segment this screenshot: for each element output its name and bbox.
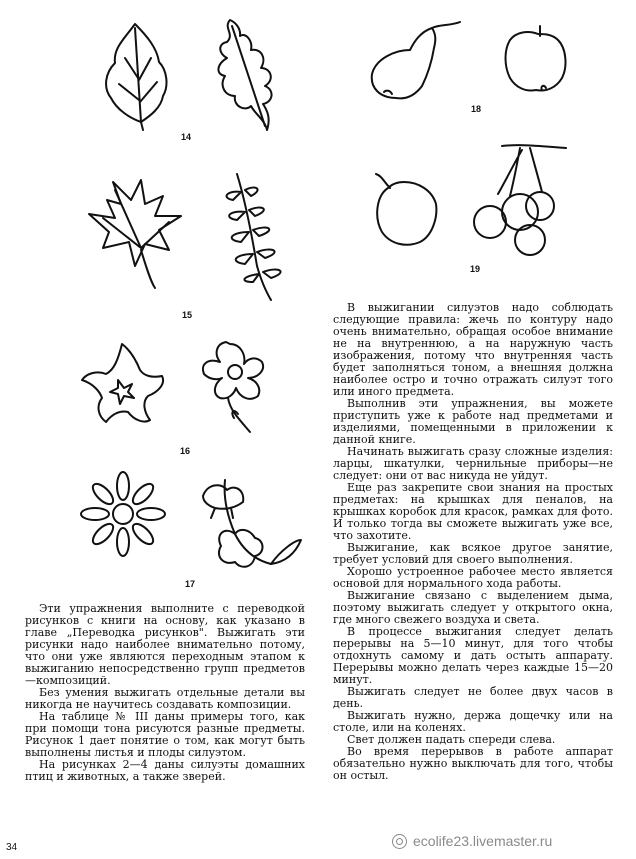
rowan-leaflets xyxy=(227,188,281,282)
leaf-drawings xyxy=(95,18,285,133)
cherry-branch xyxy=(498,145,566,196)
plum-outline xyxy=(377,182,436,245)
cherry-3 xyxy=(474,206,506,238)
paragraph: Выжигать нужно, держа дощечку или на столе, или на коленях. xyxy=(333,709,613,734)
figure-14-leaves xyxy=(95,18,285,142)
daisy-petals xyxy=(81,472,165,556)
bluebell-stem xyxy=(225,480,271,564)
paragraph: Выжигание связано с выделением дыма, поэтому выжигать следует у открытого окна, где много свежего воздуха и света. xyxy=(333,589,613,626)
paragraph: Во время перерывов в работе аппарат обязательно нужно выключать для того, чтобы он остыл. xyxy=(333,745,613,782)
oak-leaf-outline xyxy=(218,20,271,130)
figure-19-number: 19 xyxy=(470,264,481,274)
paragraph: На рисунках 2—4 даны силуэты домашних птиц и животных, а также зверей. xyxy=(25,758,305,783)
wild-rose-stem xyxy=(228,398,250,432)
oak-leaf-vein xyxy=(232,26,265,126)
figure-16-number: 16 xyxy=(180,446,191,456)
pear-dimple xyxy=(384,91,392,94)
plum-stem xyxy=(376,174,390,188)
paragraph: Эти упражнения выполните с переводкой рисунков с книги на основу, как указано в главе „Переводка рисунков". Выжигать эти рисунки надо наиболее внимательно потому, что они уже являются переходным этапом к выжиганию непосредственно групп предметов—композиций. xyxy=(25,602,305,687)
page-number: 34 xyxy=(6,842,18,853)
figure-14-number: 14 xyxy=(181,132,192,142)
paragraph: Еще раз закрепите свои знания на простых предметах: на крышках для пеналов, на крышках коробок для красок, рамках для фото. И только тогда вы сможете выжигать уже все, что захотите. xyxy=(333,481,613,542)
paragraph: На таблице № III даны примеры того, как при помощи тона рисуются разные предметы. Рисунок 1 дает понятие о том, как могут быть выполнены листья и плоды силуэтом. xyxy=(25,710,305,759)
paragraph: В процессе выжигания следует делать перерывы на 5—10 минут, для того чтобы отдохнуть самому и дать остыть аппарату. Перерывы можно делать через каждые 15—20 минут. xyxy=(333,625,613,686)
pear-outline xyxy=(372,28,436,98)
watermark-text: ecolife23.livemaster.ru xyxy=(413,833,553,849)
cherry-2 xyxy=(526,192,554,220)
wild-rose-outline xyxy=(203,342,263,399)
leaf-drawings xyxy=(85,170,305,310)
apple-stem xyxy=(540,26,546,90)
maple-leaf-stem xyxy=(141,250,155,288)
wild-rose-center xyxy=(228,365,242,379)
right-text-column xyxy=(333,302,613,782)
bellflower-center xyxy=(110,380,134,404)
figure-19-fruits xyxy=(370,140,580,280)
paragraph: Выполнив эти упражнения, вы можете приступить уже к работе над предметами и изделиями, помещенными в приложении к данной книге. xyxy=(333,397,613,446)
figure-15-leaves xyxy=(85,170,305,320)
watermark xyxy=(392,833,552,849)
apple-outline xyxy=(506,32,566,91)
paragraph: Хорошо устроенное рабочее место является основой для нормального хода работы. xyxy=(333,565,613,590)
paragraph: Начинать выжигать сразу сложные изделия: ларцы, шкатулки, чернильные приборы—не следует: они от вас никуда не уйдут. xyxy=(333,445,613,482)
paragraph: В выжигании силуэтов надо соблюдать следующие правила: жечь по контуру надо очень внимательно, обращая особое внимание не на внутреннюю, а на наружную часть изображения, потому что внутренняя часть будет заполняться тоном, а внешняя должна наиболее остро и точно отражать силуэт того или иного предмета. xyxy=(333,301,613,398)
paragraph: Свет должен падать спереди слева. xyxy=(347,733,556,746)
daisy-center xyxy=(113,504,133,524)
fruit-drawings xyxy=(370,140,580,280)
watermark-logo-icon xyxy=(392,834,407,849)
flower-drawings xyxy=(78,340,298,440)
pear-stem xyxy=(432,22,460,28)
bluebell-top xyxy=(203,485,243,518)
left-text-column xyxy=(25,603,305,783)
bellflower-outline xyxy=(82,344,163,422)
figure-15-number: 15 xyxy=(182,310,193,320)
birch-leaf-stem xyxy=(141,122,143,130)
fruit-drawings xyxy=(360,20,570,105)
cherry-4 xyxy=(515,225,545,255)
paragraph: Выжигать следует не более двух часов в день. xyxy=(333,685,613,710)
figure-18-fruits xyxy=(360,20,570,114)
bluebell-lower xyxy=(219,530,263,567)
figure-17-flowers xyxy=(75,470,305,589)
flower-drawings xyxy=(75,470,305,580)
paragraph: Без умения выжигать отдельные детали вы никогда не научитесь создавать композиции. xyxy=(25,686,305,711)
figure-16-flowers xyxy=(78,340,298,456)
figure-17-number: 17 xyxy=(185,579,196,589)
bluebell-leaf xyxy=(271,540,301,564)
figure-18-number: 18 xyxy=(471,104,482,114)
paragraph: Выжигание, как всякое другое занятие, требует условий для своего выполнения. xyxy=(333,541,613,566)
